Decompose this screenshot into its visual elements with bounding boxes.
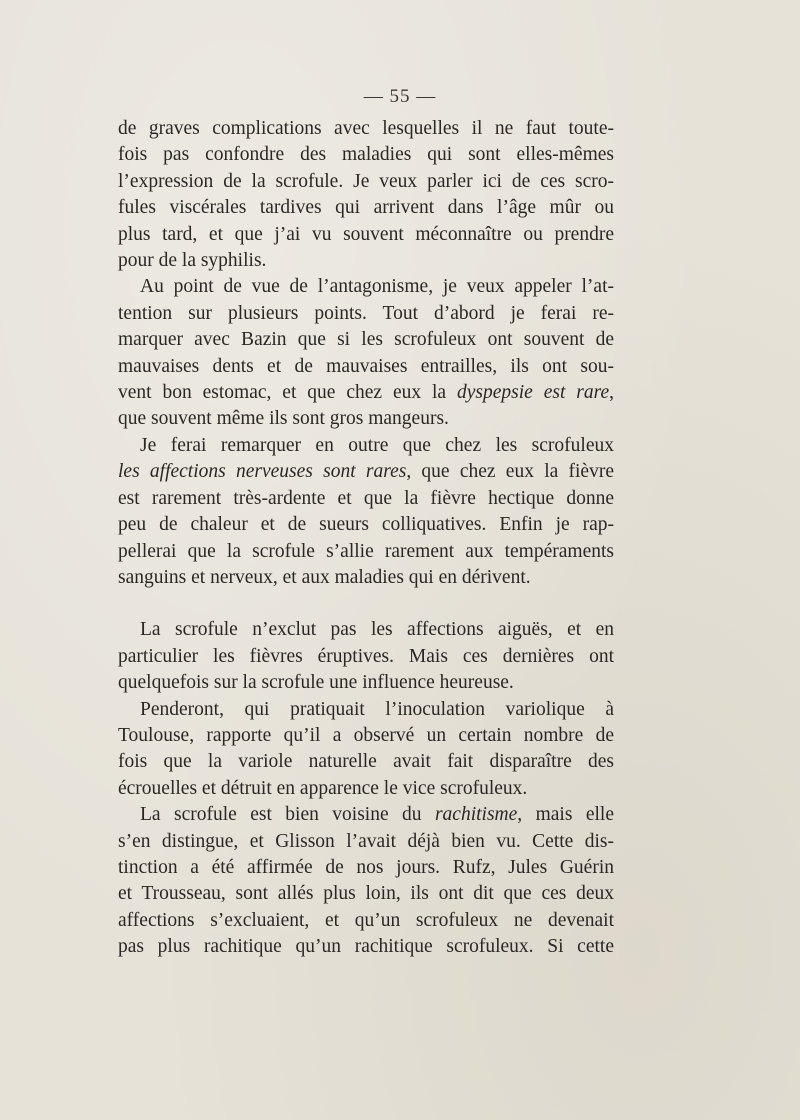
text-line bbox=[118, 565, 614, 591]
text-line bbox=[118, 354, 614, 380]
text-line bbox=[118, 881, 614, 907]
text-line bbox=[118, 116, 614, 142]
text-segment: affections s’excluaient, et qu’un scrofuleux ne devenait bbox=[118, 909, 614, 931]
text-line bbox=[118, 749, 614, 775]
text-segment: La scrofule est bien voisine du bbox=[140, 804, 435, 826]
text-segment: marquer avec Bazin que si les scrofuleux ont souvent de bbox=[118, 329, 614, 351]
text-segment: Je ferai remarquer en outre que chez les scrofuleux bbox=[140, 434, 614, 456]
text-line bbox=[118, 829, 614, 855]
text-line bbox=[118, 802, 614, 828]
text-line bbox=[118, 406, 614, 432]
text-segment: tention sur plusieurs points. Tout d’abord je ferai re- bbox=[118, 302, 614, 324]
text-segment: et Trousseau, sont allés plus loin, ils ont dit que ces deux bbox=[118, 883, 614, 905]
text-line bbox=[118, 723, 614, 749]
text-segment: écrouelles et détruit en apparence le vice scrofuleux. bbox=[118, 777, 528, 799]
text-line bbox=[118, 380, 614, 406]
text-segment: , bbox=[609, 382, 614, 404]
text-segment: s’en distingue, et Glisson l’avait déjà bien vu. Cette dis- bbox=[118, 830, 614, 852]
text-segment: de graves complications avec lesquelles il ne faut toute- bbox=[118, 118, 614, 139]
text-segment: tinction a été affirmée de nos jours. Rufz, Jules Guérin bbox=[118, 856, 614, 878]
page-number: — 55 — bbox=[363, 86, 437, 107]
text-segment: pas plus rachitique qu’un rachitique scrofuleux. Si cette bbox=[118, 936, 614, 958]
italic-phrase: rachitisme bbox=[434, 804, 518, 826]
italic-phrase: les affections nerveuses sont rares bbox=[118, 461, 407, 483]
text-segment: fules viscérales tardives qui arrivent dans l’âge mûr ou bbox=[118, 197, 614, 219]
text-line bbox=[118, 934, 614, 960]
text-segment: La scrofule n’exclut pas les affections aiguës, et en bbox=[140, 619, 614, 641]
paragraph-gap bbox=[118, 591, 614, 617]
text-line bbox=[118, 486, 614, 512]
text-segment: que souvent même ils sont gros mangeurs. bbox=[118, 408, 449, 430]
text-segment: quelquefois sur la scrofule une influence heureuse. bbox=[118, 672, 514, 694]
text-segment: peu de chaleur et de sueurs colliquatives. Enfin je rap- bbox=[118, 514, 614, 536]
text-segment: sanguins et nerveux, et aux maladies qui en dérivent. bbox=[118, 566, 531, 588]
text-line bbox=[118, 327, 614, 353]
text-line bbox=[118, 301, 614, 327]
text-segment: pour de la syphilis. bbox=[118, 250, 267, 272]
text-segment: Toulouse, rapporte qu’il a observé un certain nombre de bbox=[118, 724, 614, 746]
text-segment: vent bon estomac, et que chez eux la bbox=[118, 382, 457, 404]
text-segment: fois pas confondre des maladies qui sont elles-mêmes bbox=[118, 144, 614, 166]
text-segment: , que chez eux la fièvre bbox=[406, 461, 614, 483]
text-segment: particulier les fièvres éruptives. Mais ces dernières ont bbox=[118, 645, 614, 667]
text-segment: mauvaises dents et de mauvaises entrailles, ils ont sou- bbox=[118, 355, 614, 377]
text-line bbox=[118, 908, 614, 934]
text-segment: plus tard, et que j’ai vu souvent méconnaître ou prendre bbox=[118, 223, 614, 245]
text-line bbox=[118, 433, 614, 459]
text-line bbox=[118, 670, 614, 696]
text-line bbox=[118, 644, 614, 670]
text-line bbox=[118, 169, 614, 195]
text-line bbox=[118, 222, 614, 248]
text-line bbox=[118, 274, 614, 300]
text-line bbox=[118, 539, 614, 565]
text-segment: pellerai que la scrofule s’allie rarement aux tempéraments bbox=[118, 540, 614, 562]
italic-phrase: dyspepsie est rare bbox=[456, 382, 610, 404]
text-segment: fois que la variole naturelle avait fait disparaître des bbox=[118, 751, 614, 773]
text-line bbox=[118, 512, 614, 538]
text-line bbox=[118, 142, 614, 168]
text-line bbox=[118, 195, 614, 221]
text-segment: , mais elle bbox=[517, 804, 614, 826]
text-segment: Penderont, qui pratiquait l’inoculation variolique à bbox=[140, 698, 614, 720]
text-line bbox=[118, 855, 614, 881]
text-segment: est rarement très-ardente et que la fièvre hectique donne bbox=[118, 487, 614, 509]
text-segment: Au point de vue de l’antagonisme, je veux appeler l’at- bbox=[140, 276, 614, 298]
text-line bbox=[118, 697, 614, 723]
text-line bbox=[118, 248, 614, 274]
body-text bbox=[118, 116, 614, 961]
text-line bbox=[118, 776, 614, 802]
text-line bbox=[118, 617, 614, 643]
text-line bbox=[118, 459, 614, 485]
text-segment: l’expression de la scrofule. Je veux parler ici de ces scro- bbox=[118, 170, 614, 192]
